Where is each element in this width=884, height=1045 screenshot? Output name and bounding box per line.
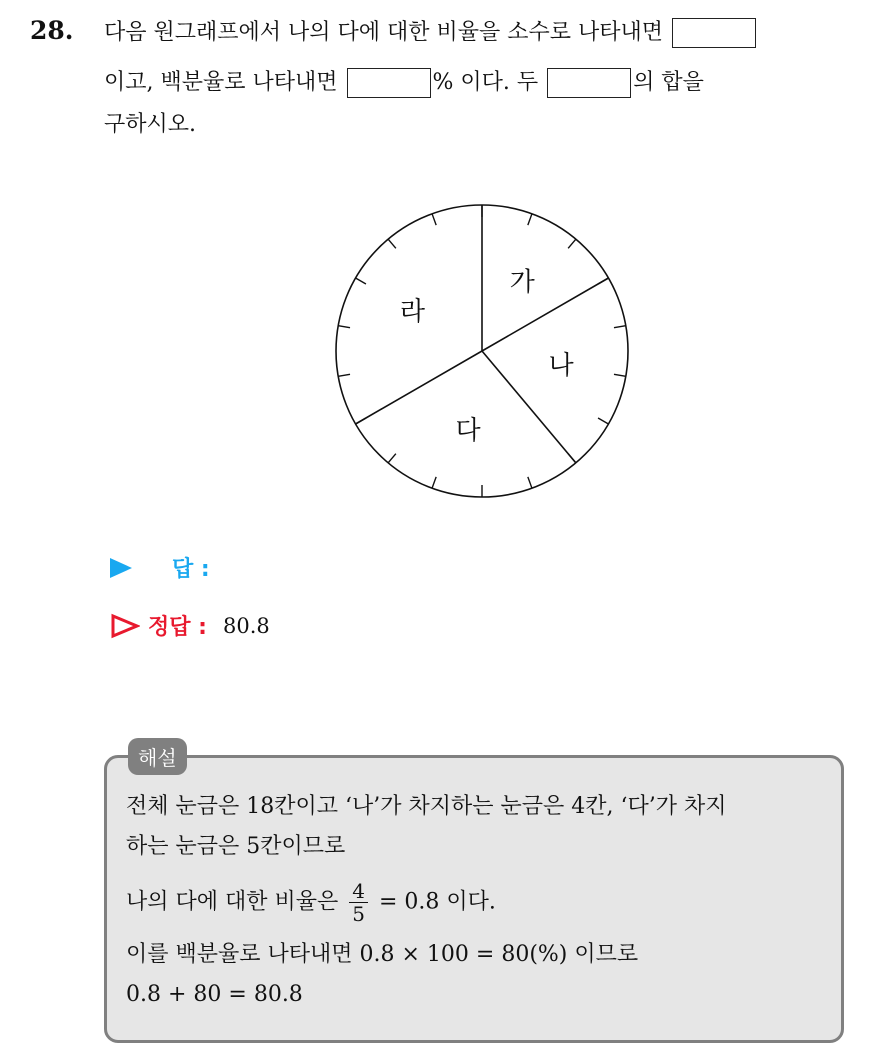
pie-slice-label: 다: [455, 416, 481, 447]
play-triangle-icon: [110, 558, 132, 578]
question-line-3: 구하시오.: [104, 112, 197, 137]
question-text-2a: 이고, 백분율로 나타내면: [104, 70, 338, 95]
correct-answer-row: [110, 610, 270, 641]
question-text-2c: 의 합을: [633, 70, 704, 95]
explanation-line-3-pre: 나의 다에 대한 비율은: [126, 889, 339, 915]
question-number: 28.: [30, 16, 74, 45]
pie-slice-label: 나: [548, 350, 574, 381]
explanation-tag: 해설: [128, 738, 187, 775]
explanation-line-5: 0.8 + 80 = 80.8: [126, 982, 303, 1007]
correct-answer-value: 80.8: [222, 613, 270, 638]
fraction-denominator: 5: [352, 902, 365, 926]
fraction: [349, 880, 368, 925]
correct-answer-label: 정답 :: [148, 615, 207, 640]
question-text-1: 다음 원그래프에서 나의 다에 대한 비율을 소수로 나타내면: [104, 20, 664, 45]
outline-triangle-icon: [110, 613, 140, 639]
answer-prompt-row: [110, 552, 210, 583]
explanation-line-1: 전체 눈금은 18칸이고 ‘나’가 차지하는 눈금은 4칸, ‘다’가 차지: [126, 794, 727, 819]
explanation-line-4: 이를 백분율로 나타내면 0.8 × 100 = 80(%) 이므로: [126, 942, 639, 967]
answer-prompt-label: 답 :: [172, 557, 210, 582]
explanation-line-3-post: = 0.8 이다.: [378, 889, 496, 915]
fraction-numerator: 4: [349, 880, 368, 903]
question-text-2b: % 이다. 두: [432, 70, 539, 95]
pie-slice-label: 가: [509, 267, 535, 298]
explanation-line-2: 하는 눈금은 5칸이므로: [126, 834, 346, 859]
explanation-line-3: [126, 880, 496, 925]
pie-slice-label: 라: [399, 296, 426, 327]
